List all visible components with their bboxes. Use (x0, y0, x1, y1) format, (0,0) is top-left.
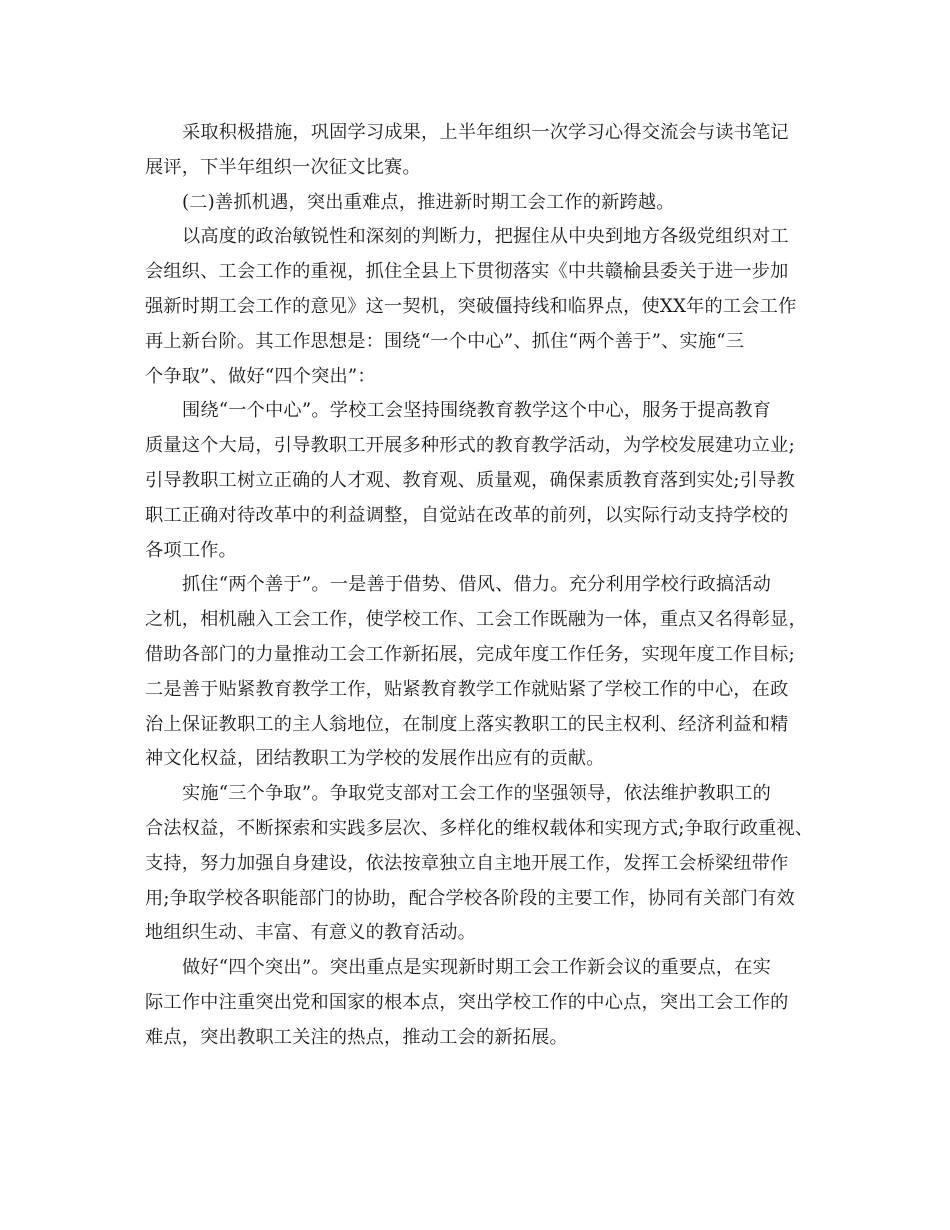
text-line: 各项工作。 (145, 539, 237, 561)
text-line: 做好“四个突出”。突出重点是实现新时期工会工作新会议的重要点，在实 (182, 957, 772, 979)
text-line: 采取积极措施，巩固学习成果，上半年组织一次学习心得交流会与读书笔记 (182, 122, 789, 143)
text-line: 之机，相机融入工会工作，使学校工作、工会工作既融为一体，重点又名得彰显， (145, 609, 807, 631)
text-line: 个争取”、做好“四个突出”： (145, 365, 376, 387)
text-line: 围绕“一个中心”。学校工会坚持围绕教育教学这个中心，服务于提高教育 (182, 400, 772, 422)
text-line: 治上保证教职工的主人翁地位，在制度上落实教职工的民主权利、经济利益和精 (145, 713, 789, 735)
text-line: 强新时期工会工作的意见》这一契机，突破僵持线和临界点，使XX年的工会工作 (145, 295, 797, 317)
text-line: 实施“三个争取”。争取党支部对工会工作的坚强领导，依法维护教职工的 (182, 783, 772, 805)
text-line: 支持，努力加强自身建设，依法按章独立自主地开展工作，发挥工会桥梁纽带作 (145, 852, 789, 874)
text-line: 二是善于贴紧教育教学工作，贴紧教育教学工作就贴紧了学校工作的中心，在政 (145, 678, 789, 700)
text-line: 以高度的政治敏锐性和深刻的判断力，把握住从中央到地方各级党组织对工 (182, 226, 789, 248)
text-line: 神文化权益，团结教职工为学校的发展作出应有的贡献。 (145, 748, 605, 770)
text-line: 地组织生动、丰富、有意义的教育活动。 (145, 922, 476, 944)
document-body (145, 116, 814, 1056)
text-line: 抓住“两个善于”。一是善于借势、借风、借力。充分利用学校行政搞活动 (182, 574, 772, 596)
text-line: 合法权益，不断探索和实践多层次、多样化的维权载体和实现方式;争取行政重视、 (145, 817, 814, 839)
text-line: 引导教职工树立正确的人才观、教育观、质量观，确保素质教育落到实处;引导教 (145, 469, 795, 491)
text-line: 展评，下半年组织一次征文比赛。 (145, 156, 421, 178)
text-line: 会组织、工会工作的重视，抓住全县上下贯彻落实《中共赣榆县委关于进一步加 (145, 261, 789, 283)
section-heading: (二)善抓机遇，突出重难点，推进新时期工会工作的新跨越。 (182, 191, 675, 213)
text-line: 借助各部门的力量推动工会工作新拓展，完成年度工作任务，实现年度工作目标; (145, 643, 795, 665)
text-line: 际工作中注重突出党和国家的根本点，突出学校工作的中心点，突出工会工作的 (145, 991, 789, 1013)
text-line: 难点，突出教职工关注的热点，推动工会的新拓展。 (145, 1026, 568, 1048)
text-line: 质量这个大局，引导教职工开展多种形式的教育教学活动，为学校发展建功立业; (145, 435, 795, 457)
text-line: 职工正确对待改革中的利益调整，自觉站在改革的前列，以实际行动支持学校的 (145, 504, 789, 526)
text-line: 再上新台阶。其工作思想是：围绕“一个中心”、抓住“两个善于”、实施“三 (145, 330, 745, 352)
text-line: 用;争取学校各职能部门的协助，配合学校各阶段的主要工作，协同有关部门有效 (145, 887, 795, 909)
